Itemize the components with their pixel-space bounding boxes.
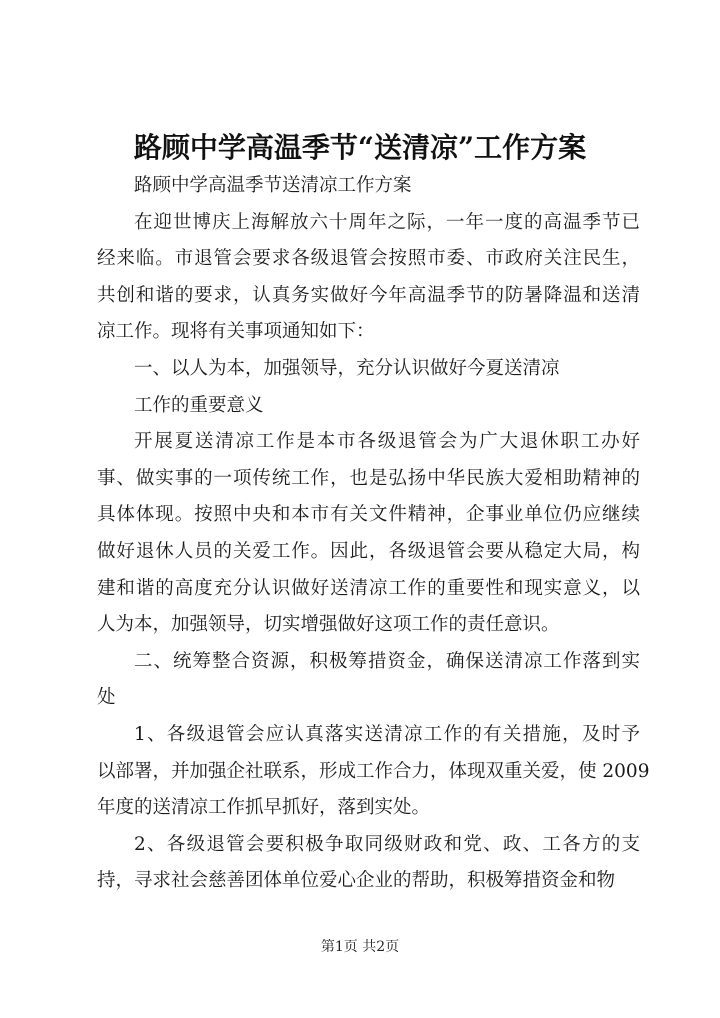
page-footer: 第1页 共2页	[320, 939, 400, 955]
document-title: 路顾中学高温季节“送清凉”工作方案	[133, 131, 587, 164]
document-body	[97, 168, 650, 900]
paragraph-line: 人为本，加强领导，切实增强做好这项工作的责任意识。	[97, 614, 560, 636]
paragraph-line: 二、统筹整合资源，积极筹措资金，确保送清凉工作落到实	[134, 650, 640, 672]
paragraph-line: 经来临。市退管会要求各级退管会按照市委、市政府关注民生，	[97, 248, 640, 270]
paragraph-line: 以部署，并加强企社联系，形成工作合力，体现双重关爱，使 2009	[97, 760, 650, 782]
paragraph-line: 处	[97, 687, 116, 709]
paragraph-line: 做好退休人员的关爱工作。因此，各级退管会要从稳定大局，构	[97, 540, 640, 562]
paragraph-line: 建和谐的高度充分认识做好送清凉工作的重要性和现实意义，以	[97, 577, 640, 599]
paragraph-line: 2、各级退管会要积极争取同级财政和党、政、工各方的支	[134, 833, 640, 855]
paragraph-line: 路顾中学高温季节送清凉工作方案	[134, 175, 412, 196]
paragraph-line: 共创和谐的要求，认真务实做好今年高温季节的防暑降温和送清	[97, 284, 640, 306]
paragraph-line: 持，寻求社会慈善团体单位爱心企业的帮助，积极筹措资金和物	[97, 870, 616, 892]
paragraph-line: 具体体现。按照中央和本市有关文件精神，企事业单位仍应继续	[97, 504, 640, 526]
paragraph-line: 事、做实事的一项传统工作，也是弘扬中华民族大爱相助精神的	[97, 467, 640, 489]
paragraph-line: 1、各级退管会应认真落实送清凉工作的有关措施，及时予	[134, 723, 640, 745]
paragraph-line: 凉工作。现将有关事项通知如下：	[97, 321, 375, 343]
paragraph-line: 在迎世博庆上海解放六十周年之际，一年一度的高温季节已	[134, 211, 640, 233]
paragraph-line: 年度的送清凉工作抓早抓好，落到实处。	[97, 797, 431, 819]
paragraph-line: 一、以人为本，加强领导，充分认识做好今夏送清凉	[134, 357, 560, 379]
paragraph-line: 工作的重要意义	[134, 394, 264, 416]
paragraph-line: 开展夏送清凉工作是本市各级退管会为广大退休职工办好	[134, 431, 640, 453]
